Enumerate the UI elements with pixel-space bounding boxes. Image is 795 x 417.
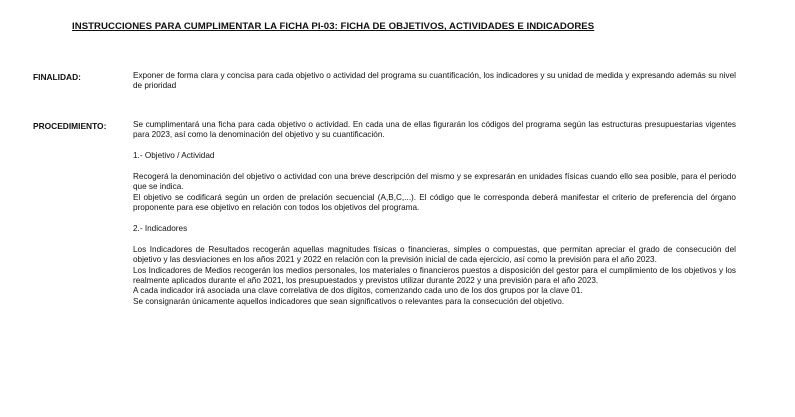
- finalidad-label: FINALIDAD:: [33, 72, 81, 82]
- finalidad-body: [133, 71, 736, 92]
- document-title: INSTRUCCIONES PARA CUMPLIMENTAR LA FICHA PI-03: FICHA DE OBJETIVOS, ACTIVIDADES E INDICADORES: [72, 21, 595, 32]
- spacer: [133, 162, 736, 172]
- indicadores-paragraph: Los Indicadores de Medios recogerán los medios personales, los materiales o financieros puestos a disposición del gestor para el cumplimiento de los objetivos y los realmente aplicados durante el año 2021, los presupuestados y previstos utilizar durante 2022 y una previsión para el año 2023.: [133, 265, 736, 286]
- spacer: [133, 141, 736, 151]
- objetivo-paragraph: Recogerá la denominación del objetivo o actividad con una breve descripción del mismo y se expresarán en unidades físicas cuando ello sea posible, para el periodo que se indica.: [133, 172, 736, 192]
- indicadores-paragraph: Se consignarán únicamente aquellos indicadores que sean significativos o relevantes para la consecución del objetivo.: [133, 296, 565, 306]
- subsection-heading-objetivo: 1.- Objetivo / Actividad: [133, 151, 215, 161]
- subsection-heading-indicadores: 2.- Indicadores: [133, 224, 188, 234]
- procedimiento-label: PROCEDIMIENTO:: [33, 121, 107, 131]
- procedimiento-intro: Se cumplimentará una ficha para cada objetivo o actividad. En cada una de ellas figurarán los códigos del programa según las estructuras presupuestarias vigentes para 2023, así como la denominación del objetivo y su cuantificación.: [133, 120, 736, 140]
- indicadores-paragraph: A cada indicador irá asociada una clave correlativa de dos dígitos, comenzando cada uno de los dos grupos por la clave 01.: [133, 286, 583, 296]
- spacer: [133, 234, 736, 244]
- finalidad-text: Exponer de forma clara y concisa para cada objetivo o actividad del programa su cuantificación, los indicadores y su unidad de medida y expresando además su nivel de prioridad: [133, 71, 736, 91]
- spacer: [133, 214, 736, 224]
- procedimiento-body: [133, 120, 736, 307]
- indicadores-paragraph: Los Indicadores de Resultados recogerán aquellas magnitudes físicas o financieras, simples o compuestas, que permitan apreciar el grado de consecución del objetivo y las desviaciones en los años 2021 y 2022 en relación con la previsión inicial de cada ejercicio, así como la previsión para el año 2023.: [133, 244, 736, 265]
- objetivo-paragraph: El objetivo se codificará según un orden de prelación secuencial (A,B,C,...). El código que le corresponda deberá manifestar el criterio de preferencia del órgano proponente para ese objetivo en relación con todos los objetivos del programa.: [133, 192, 736, 213]
